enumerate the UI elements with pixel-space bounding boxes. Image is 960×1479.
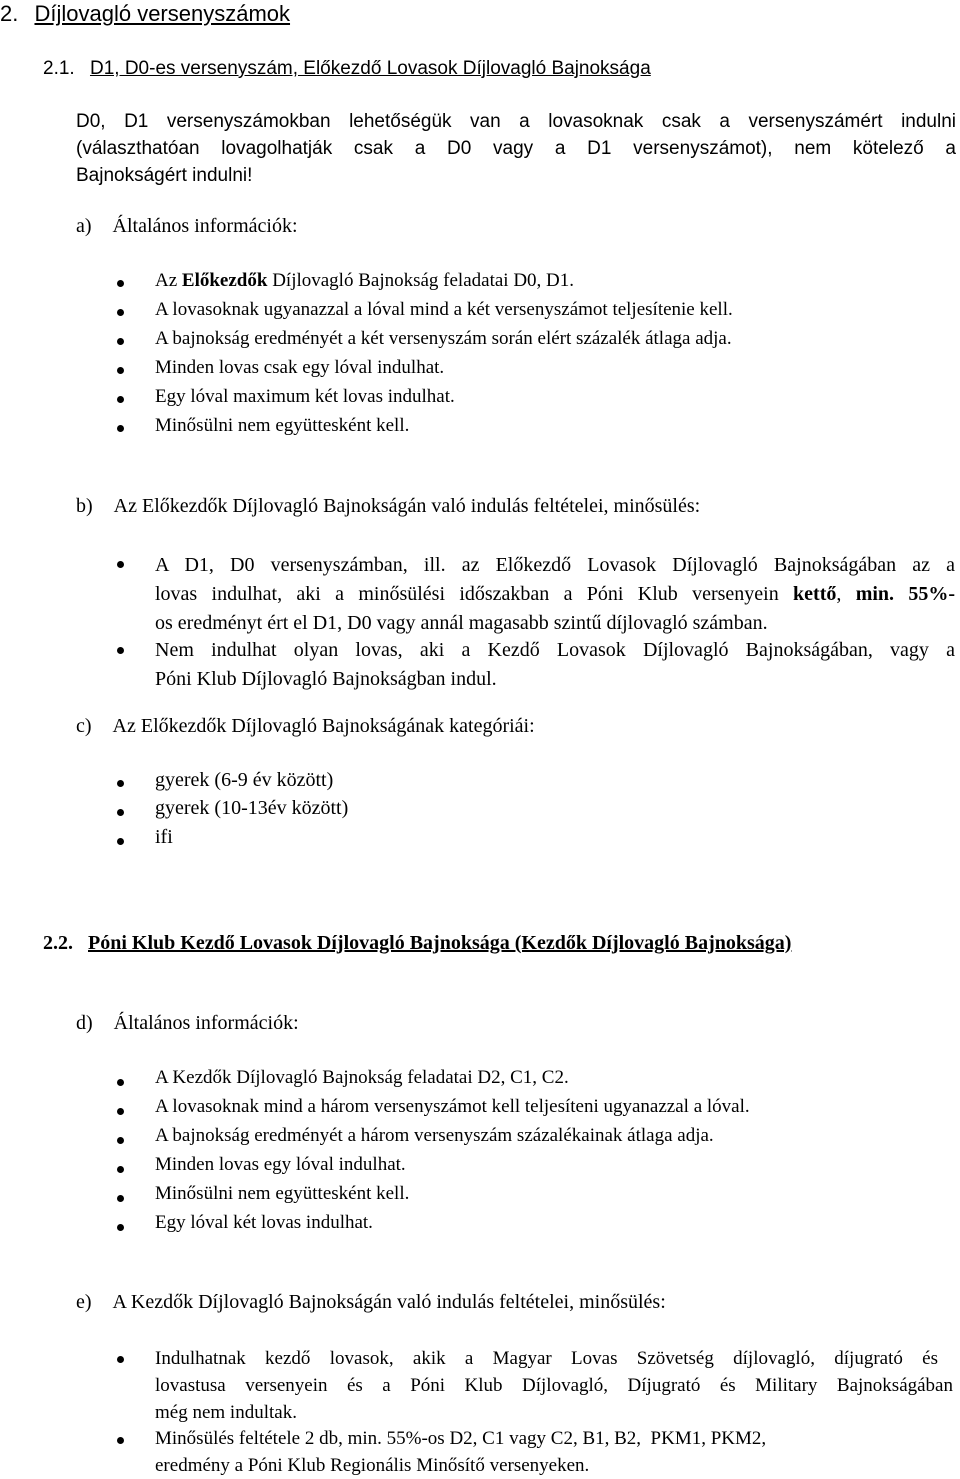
list-item-bold: Előkezdők (181, 270, 268, 291)
main-heading (0, 1, 290, 27)
bullet-icon (117, 1137, 124, 1144)
list-item: Minden lovas csak egy lóval indulhat. (155, 357, 445, 378)
list-item (155, 270, 574, 292)
bullet-icon (117, 280, 124, 287)
subheading-number: 2.1. (43, 58, 75, 79)
subheading-title: D1, D0-es versenyszám, Előkezdő Lovasok Díjlovagló Bajnoksága (89, 58, 651, 79)
bullet-icon (117, 1166, 124, 1173)
bullet-icon (117, 367, 124, 374)
list-item-text: Az (155, 270, 182, 291)
bullet-icon (117, 1079, 124, 1086)
list-item: Minősülni nem együttesként kell. (155, 415, 410, 436)
section-title: Általános információk: (112, 215, 298, 237)
text-span: , (836, 583, 856, 605)
section-label: e) (76, 1291, 92, 1313)
list-item-line: eredmény a Póni Klub Regionális Minősítő versenyeken. (155, 1455, 590, 1476)
bullet-icon (117, 809, 124, 816)
list-item (155, 636, 955, 694)
bullet-icon (117, 309, 124, 316)
section-a-heading (76, 215, 298, 238)
text-span: lovas indulhat, aki a minősülési időszakban a Póni Klub versenyein (155, 583, 794, 605)
list-item: gyerek (6-9 év között) (155, 769, 334, 791)
list-item: Minden lovas egy lóval indulhat. (155, 1154, 406, 1175)
bullet-icon (117, 396, 124, 403)
bold-span: min. 55%- (855, 583, 956, 605)
intro-paragraph (76, 108, 956, 189)
list-item-line: Indulhatnak kezdő lovasok, akik a Magyar Lovas Szövetség díjlovagló, díjugrató és (155, 1348, 938, 1369)
section-c-heading (76, 715, 535, 738)
list-item: Egy lóval maximum két lovas indulhat. (155, 386, 455, 407)
section-label: c) (76, 715, 92, 737)
list-item-line: Póni Klub Díjlovagló Bajnokságban indul. (155, 668, 497, 690)
subheading-number: 2.2. (43, 932, 73, 954)
bullet-icon (117, 425, 124, 432)
list-item: A Kezdők Díjlovagló Bajnokság feladatai D2, C1, C2. (155, 1067, 569, 1088)
section-title: A Kezdők Díjlovagló Bajnokságán való indulás feltételei, minősülés: (112, 1291, 666, 1313)
bullet-icon (117, 338, 124, 345)
intro-line: D0, D1 versenyszámokban lehetőségük van a lovasoknak csak a versenyszámért indulni (76, 111, 956, 132)
heading-number: 2. (0, 1, 19, 26)
section-label: b) (76, 495, 93, 517)
section-title: Az Előkezdők Díjlovagló Bajnokságán való indulás feltételei, minősülés: (113, 495, 701, 517)
section-b-heading (76, 495, 700, 518)
list-item-line: lovastusa versenyein és a Póni Klub Díjlovagló, Díjugrató és Military Bajnokságában (155, 1375, 953, 1396)
bullet-icon (117, 1195, 124, 1202)
list-item-text: Díjlovagló Bajnokság feladatai D0, D1. (267, 270, 575, 291)
list-item: Egy lóval két lovas indulhat. (155, 1212, 373, 1233)
bullet-icon (117, 1356, 124, 1363)
list-item: A bajnokság eredményét a három versenyszám százalékainak átlaga adja. (155, 1125, 714, 1146)
bullet-icon (117, 1108, 124, 1115)
list-item-line: Nem indulhat olyan lovas, aki a Kezdő Lovasok Díjlovagló Bajnokságában, vagy a (155, 639, 955, 661)
list-item (155, 1345, 953, 1426)
bullet-icon (117, 780, 124, 787)
list-item-line: os eredményt ért el D1, D0 vagy annál magasabb szintű díjlovagló számban. (155, 612, 768, 634)
intro-line: Bajnokságért indulni! (76, 165, 253, 186)
bullet-icon (117, 561, 124, 568)
bullet-icon (117, 1437, 124, 1444)
section-e-heading (76, 1291, 666, 1314)
list-item: gyerek (10-13év között) (155, 797, 349, 819)
list-item: A lovasoknak ugyanazzal a lóval mind a két versenyszámot teljesítenie kell. (155, 299, 733, 320)
bold-span: kettő (793, 583, 837, 605)
intro-line: (választhatóan lovagolhatják csak a D0 vagy a D1 versenyszámot), nem kötelező a (76, 138, 956, 159)
list-item: A lovasoknak mind a három versenyszámot kell teljesíteni ugyanazzal a lóval. (155, 1096, 750, 1117)
list-item: Minősülni nem együttesként kell. (155, 1183, 410, 1204)
subheading-2-2 (43, 932, 791, 955)
list-item (155, 1425, 766, 1479)
list-item: A bajnokság eredményét a két versenyszám során elért százalék átlaga adja. (155, 328, 732, 349)
section-title: Általános információk: (113, 1012, 299, 1034)
subheading-title: Póni Klub Kezdő Lovasok Díjlovagló Bajnoksága (Kezdők Díjlovagló Bajnoksága) (88, 932, 792, 954)
list-item (155, 551, 955, 638)
heading-title: Díjlovagló versenyszámok (34, 1, 291, 26)
subheading-2-1 (43, 58, 651, 80)
list-item-line: A D1, D0 versenyszámban, ill. az Előkezdő Lovasok Díjlovagló Bajnokságában az a (155, 554, 955, 576)
bullet-icon (117, 1224, 124, 1231)
list-item-line: Minősülés feltétele 2 db, min. 55%-os D2, C1 vagy C2, B1, B2, PKM1, PKM2, (155, 1428, 767, 1449)
section-d-heading (76, 1012, 299, 1035)
bullet-icon (117, 647, 124, 654)
section-title: Az Előkezdők Díjlovagló Bajnokságának kategóriái: (112, 715, 535, 737)
list-item: ifi (155, 826, 173, 848)
list-item-line: még nem indultak. (155, 1402, 297, 1423)
list-item-line (155, 580, 955, 609)
section-label: d) (76, 1012, 93, 1034)
section-label: a) (76, 215, 92, 237)
bullet-icon (117, 838, 124, 845)
